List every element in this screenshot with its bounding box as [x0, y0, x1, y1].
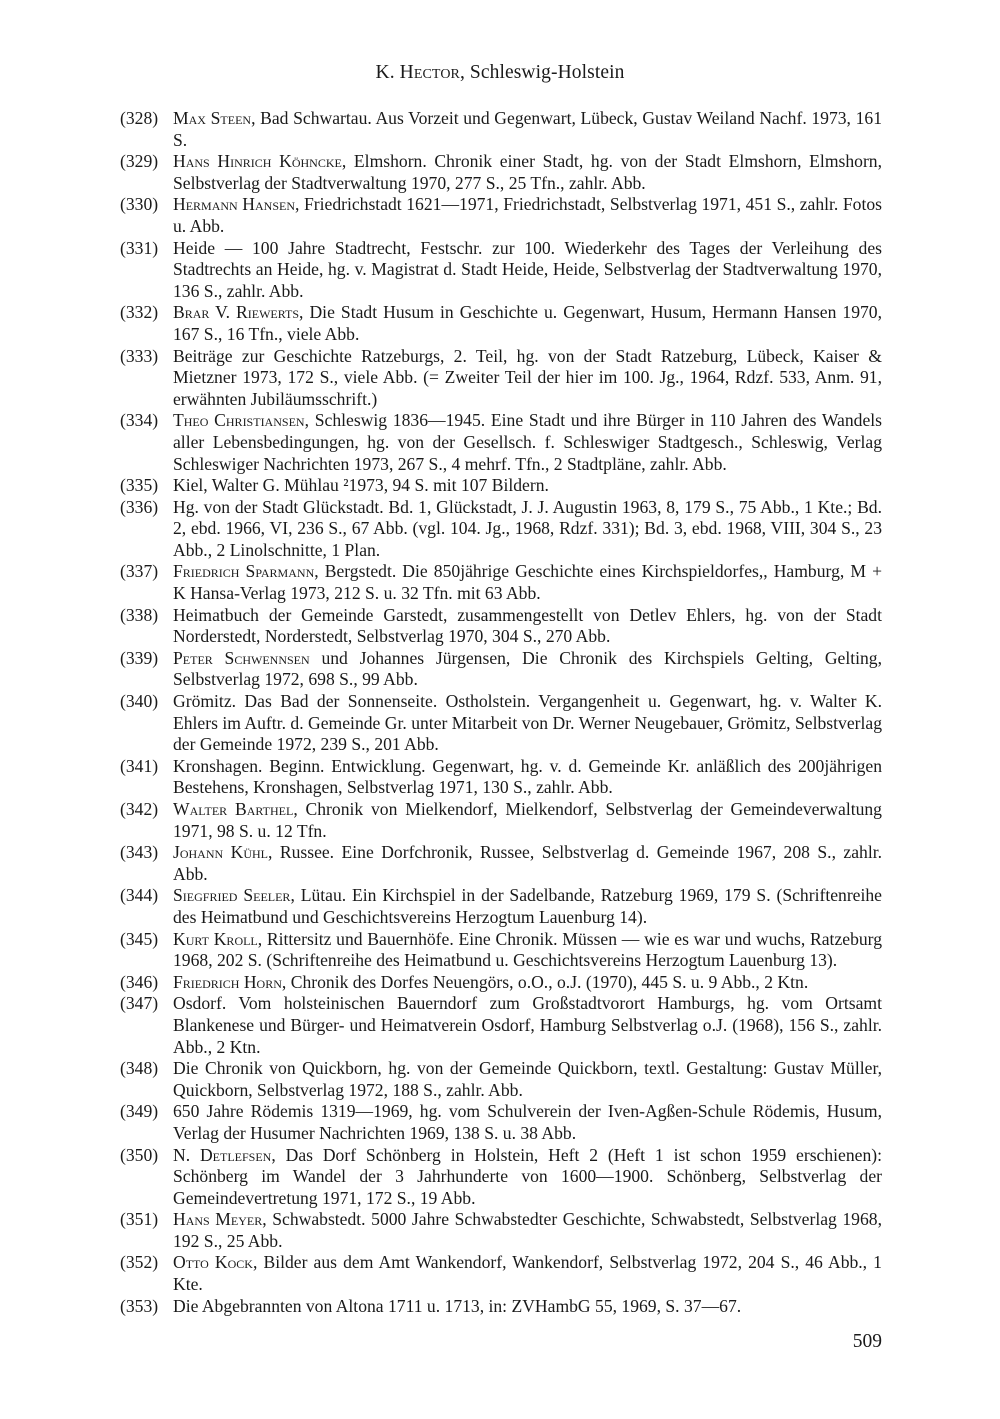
header-author: K. Hector: [375, 62, 460, 83]
entry-author: Brar V. Riewerts: [173, 302, 300, 323]
bibliography-entry-351: [120, 1209, 882, 1252]
bibliography-entry-331: [120, 238, 882, 303]
header-separator: ,: [459, 62, 470, 83]
entry-number: (330): [120, 194, 159, 215]
header-region: Schleswig-Holstein: [469, 62, 625, 83]
entry-text: , Chronik von Mielkendorf, Mielkendorf, Selbstverlag der Gemeindeverwaltung 1971, 98 S. u. 12 Tfn.: [173, 799, 882, 841]
entry-text: , Schwabstedt. 5000 Jahre Schwabstedter Geschichte, Schwabstedt, Selbstverlag 1968, 192 S., 25 Abb.: [173, 1209, 882, 1251]
entry-text: , Russee. Eine Dorfchronik, Russee, Selbstverlag d. Gemeinde 1967, 208 S., zahlr. Abb.: [173, 842, 882, 884]
bibliography-entry-353: [120, 1296, 882, 1318]
entry-text: , Bad Schwartau. Aus Vorzeit und Gegenwart, Lübeck, Gustav Weiland Nachf. 1973, 161 S.: [173, 108, 882, 150]
bibliography-entry-333: [120, 346, 882, 411]
entry-number: (350): [120, 1144, 159, 1165]
entry-text: , Die Stadt Husum in Geschichte u. Gegenwart, Husum, Hermann Hansen 1970, 167 S., 16 Tfn., viele Abb.: [173, 302, 882, 344]
entry-text: Die Chronik von Quickborn, hg. von der Gemeinde Quickborn, textl. Gestaltung: Gustav Müller, Quickborn, Selbstverlag 1972, 188 S., zahlr. Abb.: [173, 1058, 882, 1100]
entry-text: Grömitz. Das Bad der Sonnenseite. Ostholstein. Vergangenheit u. Gegenwart, hg. v. Walter K. Ehlers im Auftr. d. Gemeinde Gr. unter Mitarbeit von Dr. Werner Neugebauer, Grömitz, Selbstverlag der Gemeinde 1972, 239 S., 201 Abb.: [173, 691, 882, 755]
entry-text: Osdorf. Vom holsteinischen Bauerndorf zum Großstadtvorort Hamburgs, hg. vom Ortsamt Blankenese und Bürger- und Heimatverein Osdorf, Hamburg Selbstverlag o.J. (1968), 156 S., zahlr. Abb., 2 Ktn.: [173, 993, 882, 1057]
entry-text: Kronshagen. Beginn. Entwicklung. Gegenwart, hg. v. d. Gemeinde Kr. anläßlich des 200jährigen Bestehens, Kronshagen, Selbstverlag 1971, 130 S., zahlr. Abb.: [173, 755, 882, 798]
bibliography-entry-338: [120, 605, 882, 648]
entry-text: , Lütau. Ein Kirchspiel in der Sadelbande, Ratzeburg 1969, 179 S. (Schriftenreihe des Heimatbund und Geschichtsvereins Herzogtum Lauenburg 14).: [173, 885, 882, 927]
entry-number: (343): [120, 842, 159, 863]
page-number: 509: [852, 1331, 882, 1352]
bibliography-entry-347: [120, 993, 882, 1058]
entry-number: (353): [120, 1295, 159, 1316]
entry-author: Johann Kühl: [173, 842, 268, 863]
entry-text: , Bilder aus dem Amt Wankendorf, Wankendorf, Selbstverlag 1972, 204 S., 46 Abb., 1 Kte.: [173, 1252, 882, 1295]
entry-text: Heide — 100 Jahre Stadtrecht, Festschr. zur 100. Wiederkehr des Tages der Verleihung des Stadtrechts an Heide, hg. v. Magistrat d. Stadt Heide, Heide, Selbstverlag der Stadtverwaltung 1970, 136 S., zahlr. Abb.: [173, 237, 882, 301]
entry-text: , Chronik des Dorfes Neuengörs, o.O., o.J. (1970), 445 S. u. 9 Abb., 2 Ktn.: [281, 971, 809, 992]
bibliography-entry-350: [120, 1145, 882, 1210]
entry-author: Theo Christiansen: [173, 410, 305, 431]
entry-number: (338): [120, 604, 159, 625]
entry-author: Friedrich Sparmann: [173, 561, 315, 582]
bibliography-entry-337: [120, 561, 882, 604]
entry-author: Siegfried Seeler: [173, 885, 291, 906]
bibliography-entry-330: [120, 194, 882, 237]
bibliography-entry-348: [120, 1058, 882, 1101]
entry-number: (348): [120, 1058, 159, 1079]
bibliography-entry-328: [120, 108, 882, 151]
bibliography-entry-344: [120, 885, 882, 928]
entry-author: Kurt Kroll: [173, 928, 258, 949]
entry-author: N. Detlefsen: [173, 1144, 272, 1165]
entry-number: (349): [120, 1101, 159, 1122]
bibliography-entry-340: [120, 691, 882, 756]
entry-number: (339): [120, 647, 159, 668]
entry-author: Peter Schwennsen: [173, 647, 310, 668]
entry-author: Hermann Hansen: [173, 194, 295, 215]
bibliography-entry-342: [120, 799, 882, 842]
entry-text: Die Abgebrannten von Altona 1711 u. 1713, in: ZVHambG 55, 1969, S. 37—67.: [173, 1295, 742, 1316]
bibliography-list: [120, 108, 882, 1317]
bibliography-entry-332: [120, 302, 882, 345]
entry-number: (334): [120, 410, 159, 431]
entry-text: 650 Jahre Rödemis 1319—1969, hg. vom Schulverein der Iven-Agßen-Schule Rödemis, Husum, Verlag der Husumer Nachrichten 1969, 138 S. u. 38 Abb.: [173, 1101, 882, 1143]
bibliography-entry-329: [120, 151, 882, 194]
entry-author: Otto Kock: [173, 1252, 253, 1273]
entry-number: (346): [120, 971, 159, 992]
entry-number: (335): [120, 475, 159, 496]
entry-text: Heimatbuch der Gemeinde Garstedt, zusammengestellt von Detlev Ehlers, hg. von der Stadt Norderstedt, Norderstedt, Selbstverlag 1970, 304 S., 270 Abb.: [173, 604, 882, 647]
entry-author: Walter Barthel: [173, 799, 294, 819]
entry-text: Kiel, Walter G. Mühlau ²1973, 94 S. mit 107 Bildern.: [173, 475, 549, 496]
entry-author: Max Steen: [173, 108, 252, 128]
entry-text: Beiträge zur Geschichte Ratzeburgs, 2. Teil, hg. von der Stadt Ratzeburg, Lübeck, Kaiser & Mietzner 1973, 172 S., viele Abb. (= Zweiter Teil der hier im 100. Jg., 1964, Rdzf. 533, Anm. 91, erwähnten Jubiläumsschrift.): [173, 345, 882, 409]
entry-number: (331): [120, 237, 159, 258]
entry-number: (347): [120, 993, 159, 1014]
entry-number: (345): [120, 928, 159, 949]
bibliography-entry-352: [120, 1252, 882, 1295]
entry-text: , Schleswig 1836—1945. Eine Stadt und ihre Bürger in 110 Jahren des Wandels aller Lebensbedingungen, hg. von der Gesellsch. f. Schleswiger Stadtgesch., Schleswig, Verlag Schleswiger Nachrichten 1973, 267 S., 4 mehrf. Tfn., 2 Stadtpläne, zahlr. Abb.: [173, 410, 882, 474]
bibliography-entry-349: [120, 1101, 882, 1144]
bibliography-entry-335: [120, 475, 882, 497]
entry-number: (336): [120, 496, 159, 517]
bibliography-entry-345: [120, 929, 882, 972]
running-header: [0, 62, 1000, 84]
entry-number: (329): [120, 151, 159, 172]
entry-number: (337): [120, 561, 159, 582]
entry-text: , Friedrichstadt 1621—1971, Friedrichstadt, Selbstverlag 1971, 451 S., zahlr. Fotos u. Abb.: [173, 194, 882, 236]
entry-author: Friedrich Horn: [173, 971, 282, 992]
bibliography-entry-336: [120, 497, 882, 562]
entry-text: , Bergstedt. Die 850jährige Geschichte eines Kirchspieldorfes,, Hamburg, M + K Hansa-Verlag 1973, 212 S. u. 32 Tfn. mit 63 Abb.: [173, 561, 882, 604]
entry-number: (341): [120, 755, 159, 776]
entry-text: , Rittersitz und Bauernhöfe. Eine Chronik. Müssen — wie es war und wuchs, Ratzeburg 1968, 202 S. (Schriftenreihe des Heimatbund u. Geschichtsvereins Herzogtum Lauenburg 13).: [173, 928, 882, 971]
entry-number: (332): [120, 302, 159, 323]
entry-text: , Das Dorf Schönberg in Holstein, Heft 2 (Heft 1 ist schon 1959 erschienen): Schönberg im Wandel der 3 Jahrhunderte von 1600—1900. Schönberg, Selbstverlag der Gemeindevertretung 1971, 172 S., 19 Abb.: [173, 1144, 882, 1208]
entry-author: Hans Meyer: [173, 1209, 263, 1230]
bibliography-entry-346: [120, 972, 882, 994]
bibliography-entry-339: [120, 648, 882, 691]
entry-text: Hg. von der Stadt Glückstadt. Bd. 1, Glückstadt, J. J. Augustin 1963, 8, 179 S., 75 Abb., 1 Kte.; Bd. 2, ebd. 1966, VI, 236 S., 67 Abb. (vgl. 104. Jg., 1968, Rdzf. 331); Bd. 3, ebd. 1968, VIII, 304 S., 23 Abb., 2 Linolschnitte, 1 Plan.: [173, 496, 882, 560]
bibliography-entry-343: [120, 842, 882, 885]
entry-author: Hans Hinrich Köhncke: [173, 151, 342, 172]
entry-number: (342): [120, 799, 159, 819]
entry-number: (328): [120, 108, 159, 128]
entry-text: und Johannes Jürgensen, Die Chronik des Kirchspiels Gelting, Gelting, Selbstverlag 1972, 698 S., 99 Abb.: [173, 647, 882, 690]
entry-number: (352): [120, 1252, 159, 1273]
entry-number: (344): [120, 885, 159, 906]
bibliography-entry-341: [120, 756, 882, 799]
entry-number: (333): [120, 345, 159, 366]
entry-text: , Elmshorn. Chronik einer Stadt, hg. von der Stadt Elmshorn, Elmshorn, Selbstverlag der Stadtverwaltung 1970, 277 S., 25 Tfn., zahlr. Abb.: [173, 151, 882, 193]
bibliography-entry-334: [120, 410, 882, 475]
entry-number: (340): [120, 691, 159, 712]
entry-number: (351): [120, 1209, 159, 1230]
